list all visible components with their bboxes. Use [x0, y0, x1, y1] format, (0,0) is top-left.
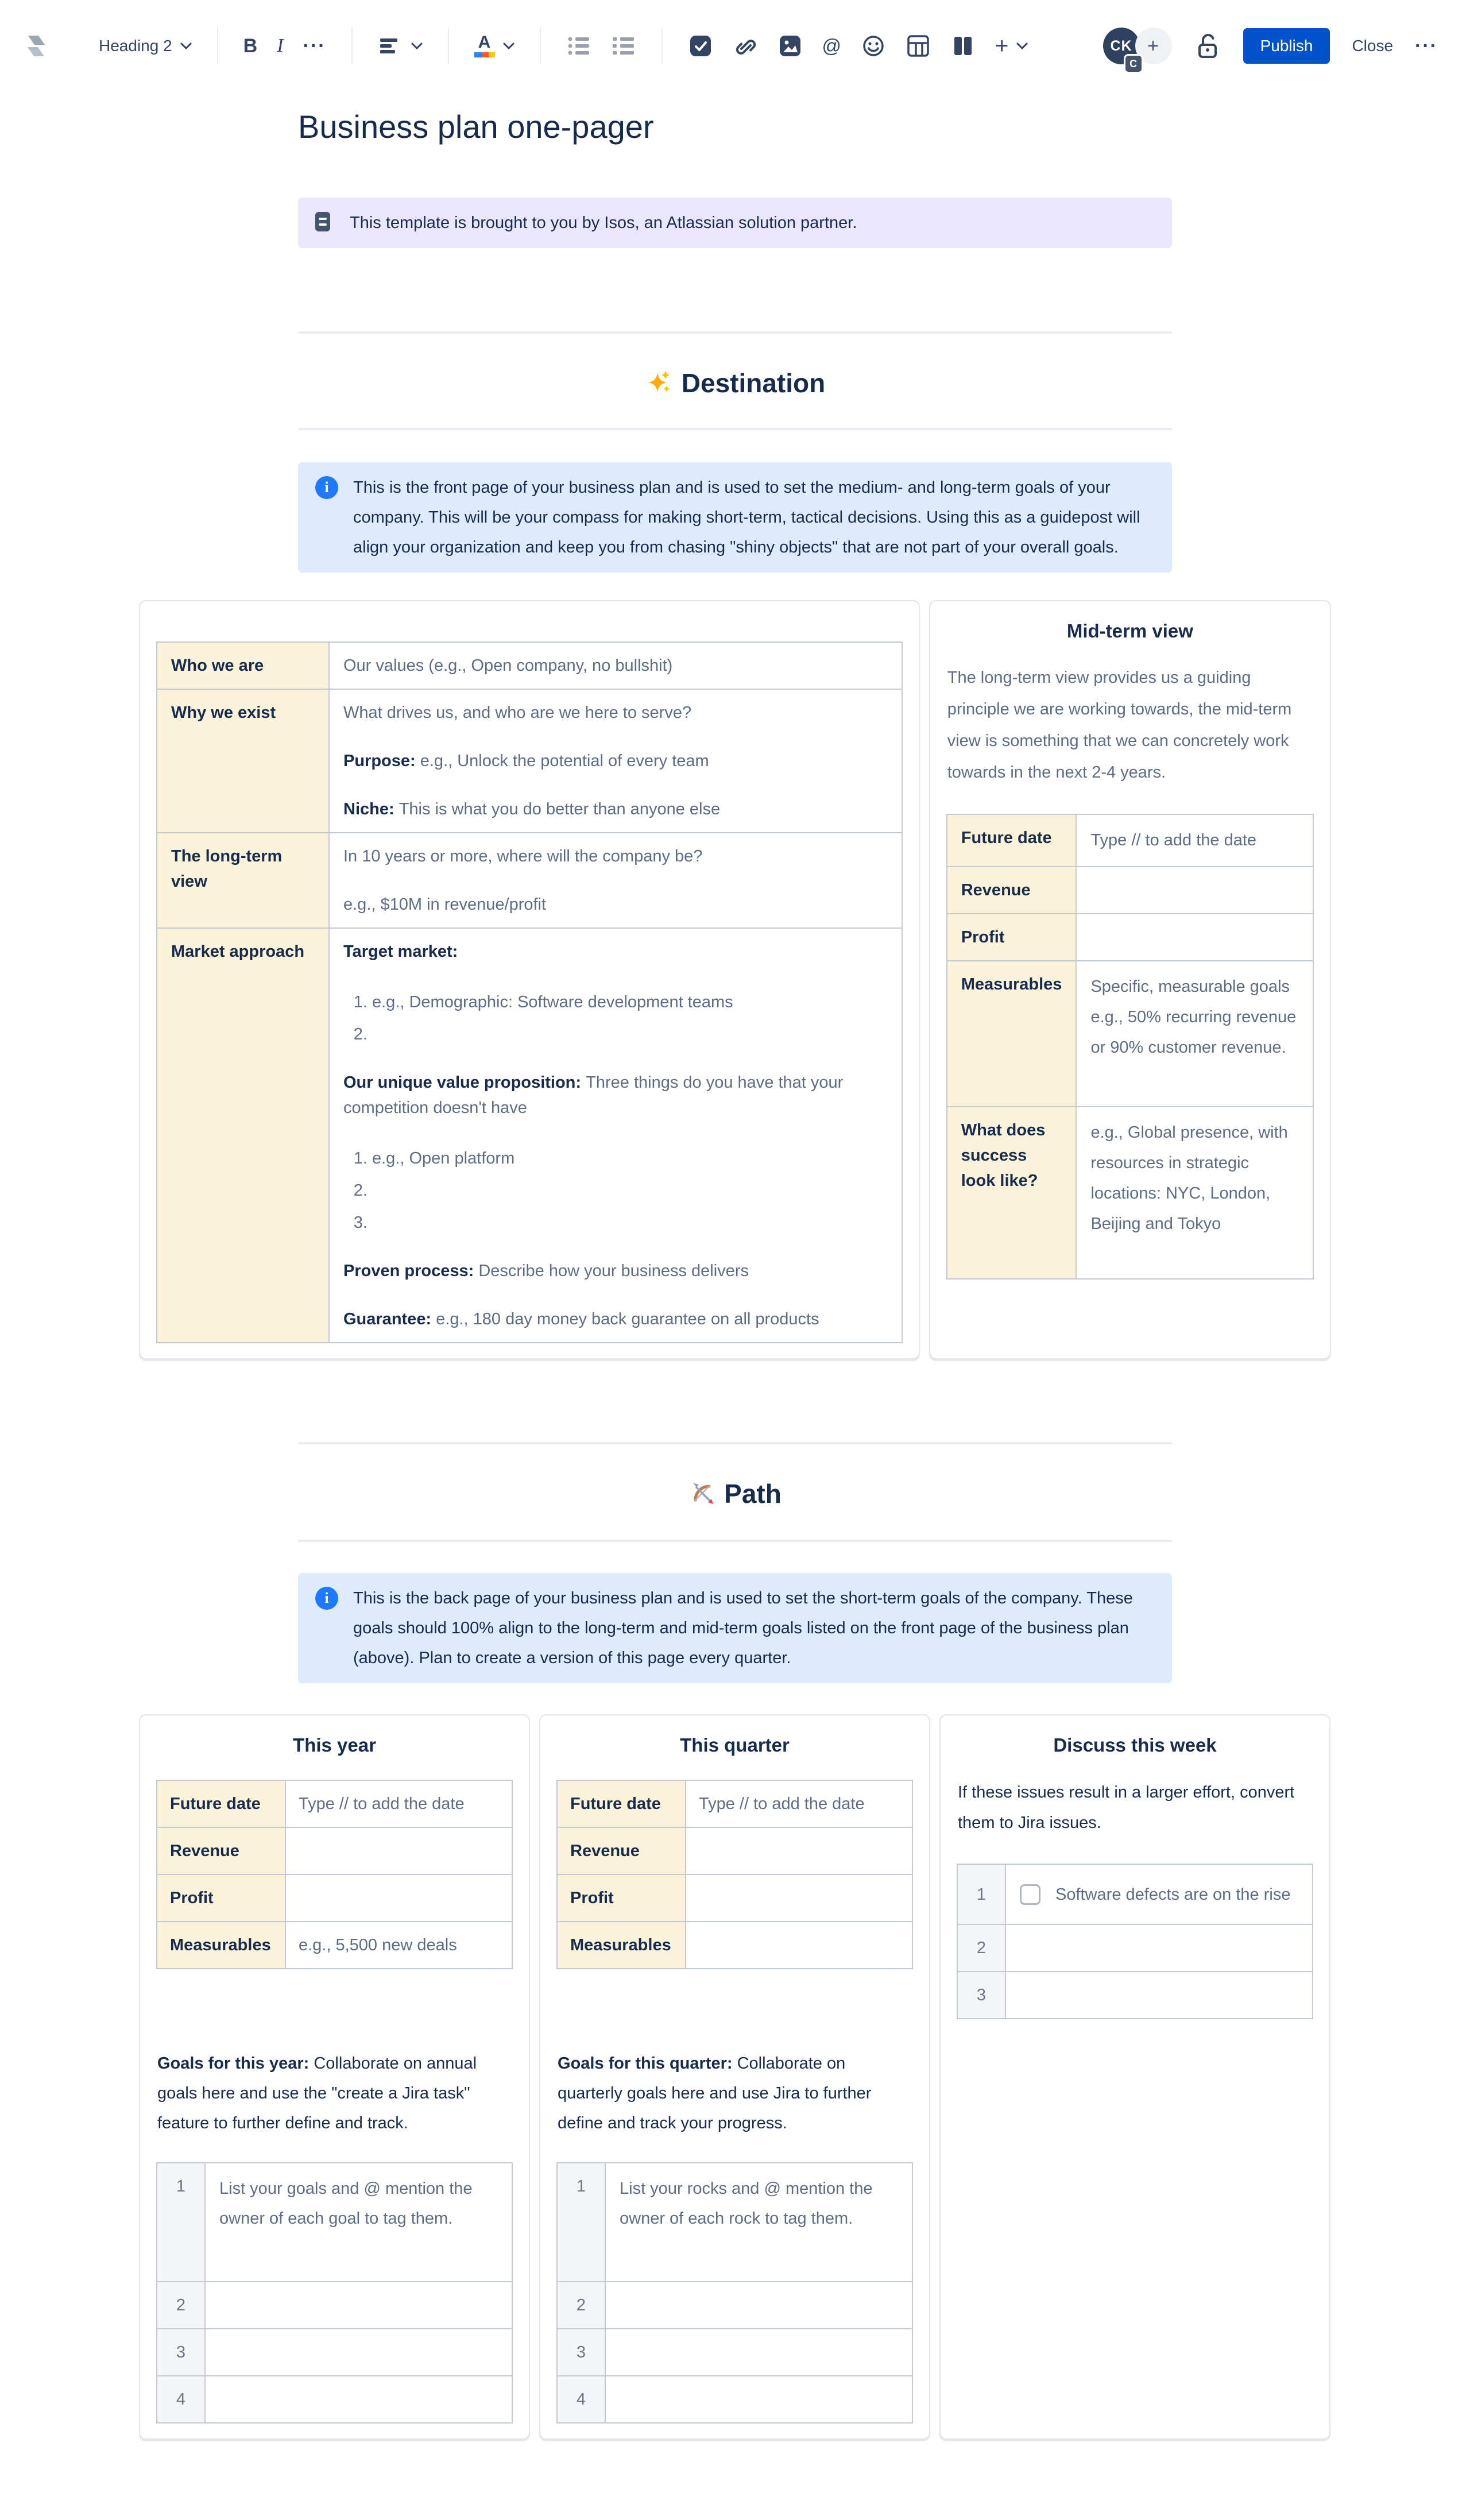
table-icon — [906, 33, 931, 59]
goal-cell[interactable] — [605, 2282, 912, 2329]
collaborator-avatars — [1103, 28, 1172, 69]
task-checkbox[interactable] — [1020, 1884, 1040, 1905]
row-number: 3 — [957, 1972, 1005, 2019]
cell-lead: Purpose: — [343, 752, 420, 770]
toolbar-divider — [540, 28, 541, 64]
cell-text[interactable] — [686, 1874, 912, 1922]
emoji-button[interactable] — [861, 33, 886, 59]
this-year-card — [139, 1714, 530, 2440]
target-market-list[interactable] — [343, 987, 888, 1049]
row-number: 4 — [157, 2376, 205, 2423]
list-item — [372, 1176, 888, 1205]
journal-icon — [315, 212, 330, 234]
issue-cell[interactable] — [1005, 1972, 1313, 2019]
task-list-button[interactable] — [688, 33, 713, 59]
mid-term-card — [929, 600, 1331, 1359]
row-number: 1 — [957, 1864, 1005, 1924]
cell-text: Three things do you have that your competition doesn't have — [343, 1073, 844, 1117]
cell-text[interactable] — [1076, 867, 1313, 914]
table-row — [557, 1827, 912, 1874]
avatar[interactable]: CK — [1103, 28, 1140, 64]
confluence-logo-icon — [23, 33, 49, 59]
table-row — [947, 961, 1313, 1107]
goal-cell[interactable] — [605, 2376, 912, 2423]
table-row — [157, 2282, 512, 2329]
toolbar-divider — [351, 28, 353, 64]
table-row — [157, 2163, 512, 2282]
row-number: 3 — [157, 2329, 205, 2376]
cell-text[interactable] — [686, 1922, 912, 1969]
task-checkbox-icon — [688, 33, 713, 59]
goal-cell[interactable]: List your rocks and @ mention the owner of each rock to tag them. — [605, 2163, 912, 2282]
row-number: 1 — [557, 2163, 605, 2282]
layouts-button[interactable] — [950, 33, 976, 59]
toolbar-divider — [662, 28, 663, 64]
more-actions-button[interactable] — [1415, 35, 1438, 57]
section-title: Destination — [681, 368, 826, 398]
sparkles-icon — [645, 368, 672, 399]
cell-text: In 10 years or more, where will the company be? — [343, 847, 703, 865]
discuss-table[interactable] — [957, 1864, 1313, 2019]
cell-lead: Our unique value proposition: — [343, 1073, 586, 1092]
publish-button[interactable]: Publish — [1243, 28, 1330, 64]
insert-image-button[interactable] — [777, 33, 803, 59]
table-row — [157, 1780, 512, 1827]
table-row — [557, 2163, 912, 2282]
bullet-list-icon — [566, 33, 591, 59]
issue-text: Software defects are on the rise — [1055, 1885, 1291, 1904]
row-header[interactable]: Measurables — [157, 1922, 285, 1969]
add-collaborator-button[interactable]: + — [1135, 28, 1172, 64]
path-heading — [298, 1475, 1172, 1512]
divider — [298, 331, 1172, 334]
cell-text: e.g., Unlock the potential of every team — [420, 752, 709, 770]
italic-button[interactable] — [277, 35, 283, 57]
table-row — [557, 1874, 912, 1922]
row-header[interactable]: The long-term view — [157, 833, 329, 928]
this-year-goals-table[interactable] — [156, 2162, 513, 2424]
list-item — [372, 1019, 888, 1049]
cell-text[interactable] — [285, 1874, 512, 1922]
card-title: This year — [293, 1734, 376, 1756]
cell-text: What drives us, and who are we here to serve? — [343, 704, 692, 722]
cell-text: e.g., $10M in revenue/profit — [343, 895, 547, 914]
close-button[interactable]: Close — [1352, 37, 1394, 55]
table-row — [557, 1780, 912, 1827]
insert-more-button[interactable] — [995, 34, 1028, 57]
list-item: 1. e.g., Demographic: Software development teams — [372, 987, 888, 1017]
insert-table-button[interactable] — [906, 33, 931, 59]
row-header[interactable]: Why we exist — [157, 689, 329, 833]
table-row — [157, 1827, 512, 1874]
info-icon: i — [315, 1587, 338, 1610]
divider — [298, 1540, 1172, 1542]
this-quarter-card — [539, 1714, 930, 2440]
row-header[interactable]: Profit — [157, 1874, 285, 1922]
table-row — [557, 1922, 912, 1969]
mention-icon: @ — [822, 35, 842, 56]
row-header[interactable]: Profit — [947, 914, 1077, 961]
card-title: Discuss this week — [1053, 1734, 1217, 1756]
goal-cell[interactable] — [605, 2329, 912, 2376]
more-formatting-icon: ··· — [303, 34, 326, 57]
editor-toolbar — [0, 0, 1470, 92]
row-header[interactable]: Future date — [557, 1780, 686, 1827]
issue-cell[interactable] — [1005, 1864, 1313, 1924]
row-number: 3 — [557, 2329, 605, 2376]
mid-term-table[interactable] — [946, 814, 1314, 1280]
collaborator-badge: C — [1124, 54, 1143, 74]
goals-paragraph: Goals for this year: Collaborate on annual goals here and use the "create a Jira task" feature to further define and track. — [157, 2054, 477, 2132]
link-button[interactable] — [733, 33, 758, 59]
row-header[interactable]: Revenue — [157, 1827, 285, 1874]
info-text: This is the front page of your business plan and is used to set the medium- and long-term goals of your company. This will be your compass for making short-term, tactical decisions. Using this as a guidepost will align your organization and keep you from chasing "shiny objects" that are not part of your overall goals. — [353, 478, 1140, 556]
row-header[interactable]: Measurables — [947, 961, 1077, 1107]
table-row — [557, 2376, 912, 2423]
bow-arrow-icon — [688, 1479, 715, 1509]
cell-text[interactable]: e.g., 5,500 new deals — [285, 1922, 512, 1969]
this-quarter-kpi-table[interactable] — [556, 1780, 913, 1969]
row-number: 4 — [557, 2376, 605, 2423]
text-style-label: Heading 2 — [99, 37, 172, 55]
row-header[interactable]: Revenue — [557, 1827, 686, 1874]
this-year-kpi-table[interactable] — [156, 1780, 513, 1969]
cell-text[interactable]: Type // to add the date — [1076, 814, 1313, 867]
cell-text[interactable] — [1076, 914, 1313, 961]
banner-text: This template is brought to you by Isos, an Atlassian solution partner. — [350, 214, 857, 232]
goal-cell[interactable]: List your goals and @ mention the owner of each goal to tag them. — [205, 2163, 512, 2282]
table-row — [947, 914, 1313, 961]
business-plan-card — [139, 600, 920, 1359]
cell-text[interactable]: e.g., Global presence, with resources in strategic locations: NYC, London, Beijing and Tokyo — [1076, 1107, 1313, 1279]
row-header[interactable]: Future date — [157, 1780, 285, 1827]
plus-icon: + — [995, 33, 1009, 59]
cell-text[interactable]: Specific, measurable goals e.g., 50% recurring revenue or 90% customer revenue. — [1076, 961, 1313, 1107]
row-header[interactable]: Measurables — [557, 1922, 686, 1969]
goal-cell[interactable] — [205, 2282, 512, 2329]
path-info-panel — [298, 1573, 1172, 1683]
table-row — [557, 2282, 912, 2329]
align-left-icon — [378, 33, 403, 59]
row-header[interactable]: Revenue — [947, 867, 1077, 914]
italic-icon: I — [277, 35, 284, 56]
cell-text[interactable] — [285, 1827, 512, 1874]
cell-lead: Proven process: — [343, 1262, 479, 1280]
row-number: 2 — [157, 2282, 205, 2329]
text-color-icon: A — [474, 34, 495, 57]
template-banner — [298, 198, 1172, 248]
table-row — [957, 1924, 1313, 1972]
value-proposition-list[interactable] — [343, 1143, 888, 1238]
row-header[interactable]: Future date — [947, 814, 1077, 867]
numbered-list-button[interactable] — [611, 33, 636, 59]
image-icon — [777, 33, 803, 59]
table-row — [557, 2329, 912, 2376]
this-quarter-goals-table[interactable] — [556, 2162, 913, 2424]
table-row — [947, 814, 1313, 867]
table-row — [157, 689, 902, 833]
divider — [298, 428, 1172, 430]
row-header[interactable]: Profit — [557, 1874, 686, 1922]
mention-button[interactable] — [822, 35, 842, 57]
discuss-week-card — [939, 1714, 1330, 2440]
list-item — [372, 1208, 888, 1238]
table-row — [157, 833, 902, 928]
discuss-intro: If these issues result in a larger effort, convert them to Jira issues. — [958, 1783, 1295, 1832]
toolbar-divider — [217, 28, 218, 64]
destination-info-panel — [298, 462, 1172, 573]
list-item: 1. e.g., Open platform — [372, 1143, 888, 1173]
text-style-dropdown[interactable] — [99, 37, 192, 55]
business-plan-table[interactable] — [156, 641, 903, 1343]
table-row — [157, 2329, 512, 2376]
more-formatting-button[interactable] — [303, 35, 326, 57]
section-title: Path — [724, 1479, 782, 1509]
table-row — [947, 867, 1313, 914]
cell-text[interactable] — [686, 1827, 912, 1874]
more-actions-icon: ··· — [1415, 34, 1438, 57]
card-title: This quarter — [680, 1734, 790, 1756]
row-number: 1 — [157, 2163, 205, 2282]
columns-layout-icon — [950, 33, 976, 59]
table-row — [157, 642, 902, 689]
chevron-down-icon — [411, 42, 423, 49]
goal-cell[interactable] — [205, 2329, 512, 2376]
cell-text[interactable]: Type // to add the date — [686, 1780, 912, 1827]
unlock-icon[interactable] — [1194, 32, 1221, 60]
card-title: Mid-term view — [1066, 620, 1193, 641]
issue-cell[interactable] — [1005, 1924, 1313, 1972]
text-color-button[interactable] — [474, 34, 514, 57]
cell-text[interactable]: Type // to add the date — [285, 1780, 512, 1827]
table-row — [947, 1107, 1313, 1279]
cell-lead: Niche: — [343, 800, 399, 818]
table-row — [957, 1864, 1313, 1924]
alignment-button[interactable] — [378, 33, 423, 59]
page-title[interactable]: Business plan one-pager — [298, 109, 654, 145]
destination-heading — [298, 365, 1172, 401]
row-number: 2 — [957, 1924, 1005, 1972]
cell-text: This is what you do better than anyone else — [399, 800, 721, 818]
chevron-down-icon — [180, 42, 192, 49]
table-row — [157, 928, 902, 1343]
info-text: This is the back page of your business plan and is used to set the short-term goals of the company. These goals should 100% align to the long-term and mid-term goals listed on the front page of the business plan (above). Plan to create a version of this page every quarter. — [353, 1589, 1133, 1667]
table-row — [157, 1874, 512, 1922]
table-row — [157, 2376, 512, 2423]
table-row — [957, 1972, 1313, 2019]
link-icon — [733, 33, 758, 59]
mid-term-description: The long-term view provides us a guiding principle we are working towards, the mid-term view is something that we can concretely work towards in the next 2-4 years. — [947, 668, 1292, 782]
row-header[interactable]: Who we are — [157, 642, 329, 689]
divider — [298, 1442, 1172, 1444]
goal-cell[interactable] — [205, 2376, 512, 2423]
cell-lead: Target market: — [343, 942, 458, 961]
cell-text: e.g., 180 day money back guarantee on all products — [436, 1310, 819, 1328]
bold-button[interactable] — [243, 35, 258, 57]
emoji-icon — [861, 33, 886, 59]
chevron-down-icon — [1016, 42, 1028, 49]
numbered-list-icon — [611, 33, 636, 59]
toolbar-divider — [448, 28, 449, 64]
row-header[interactable]: What does success look like? — [947, 1107, 1077, 1279]
bullet-list-button[interactable] — [566, 33, 591, 59]
cell-text: Our values (e.g., Open company, no bullshit) — [343, 656, 673, 675]
bold-icon: B — [243, 34, 258, 57]
cell-lead: Guarantee: — [343, 1310, 436, 1328]
row-header[interactable]: Market approach — [157, 928, 329, 1343]
cell-text: Describe how your business delivers — [478, 1262, 749, 1280]
chevron-down-icon — [503, 42, 514, 49]
goals-paragraph: Goals for this quarter: Collaborate on quarterly goals here and use Jira to further define and track your progress. — [558, 2054, 872, 2132]
table-row — [157, 1922, 512, 1969]
row-number: 2 — [557, 2282, 605, 2329]
info-icon: i — [315, 476, 338, 499]
